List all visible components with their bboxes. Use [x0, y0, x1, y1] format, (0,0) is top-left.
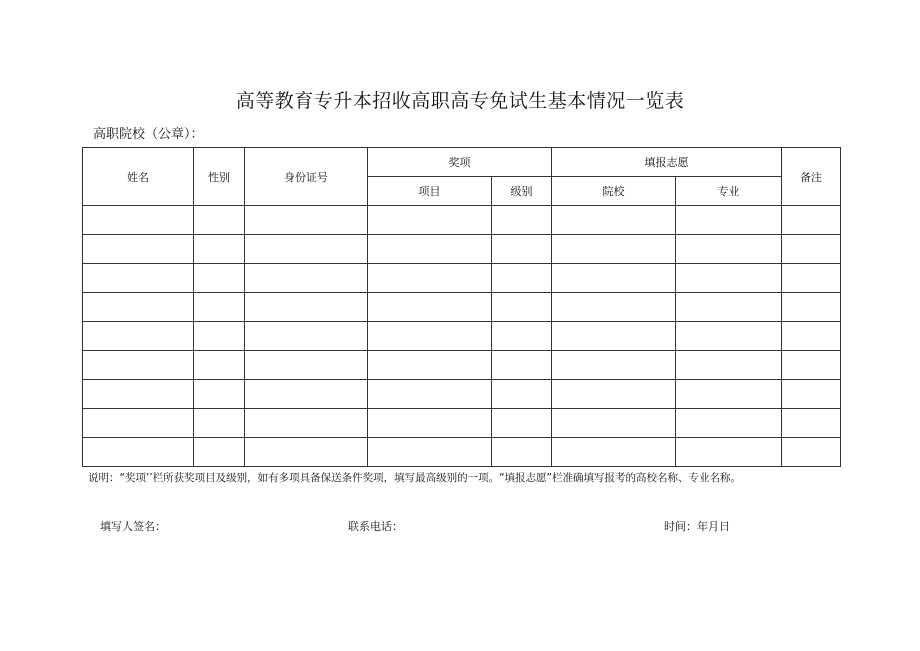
- header-remarks: 备注: [782, 148, 841, 206]
- table-cell[interactable]: [245, 206, 368, 235]
- table-cell[interactable]: [245, 264, 368, 293]
- table-cell[interactable]: [368, 293, 492, 322]
- table-cell[interactable]: [552, 380, 676, 409]
- table-cell[interactable]: [552, 264, 676, 293]
- table-cell[interactable]: [368, 380, 492, 409]
- table-cell[interactable]: [552, 409, 676, 438]
- table-cell[interactable]: [552, 235, 676, 264]
- school-seal-label: 高职院校（公章）：: [93, 127, 204, 142]
- table-row: [83, 380, 841, 409]
- table-cell[interactable]: [782, 293, 841, 322]
- table-body: [83, 206, 841, 467]
- table-row: [83, 235, 841, 264]
- table-cell[interactable]: [83, 322, 194, 351]
- header-name: 姓名: [83, 148, 194, 206]
- table-cell[interactable]: [245, 322, 368, 351]
- table-cell[interactable]: [782, 322, 841, 351]
- table-cell[interactable]: [83, 409, 194, 438]
- table-cell[interactable]: [245, 438, 368, 467]
- table-cell[interactable]: [245, 351, 368, 380]
- table-cell[interactable]: [676, 322, 782, 351]
- header-award-level: 级别: [492, 177, 552, 206]
- table-cell[interactable]: [245, 293, 368, 322]
- table-cell[interactable]: [676, 409, 782, 438]
- table-cell[interactable]: [492, 264, 552, 293]
- table-cell[interactable]: [368, 409, 492, 438]
- table-cell[interactable]: [83, 206, 194, 235]
- page-title: 高等教育专升本招收高职高专免试生基本情况一览表: [235, 90, 685, 112]
- filler-signature-label: 填写人签名：: [100, 520, 166, 533]
- table-cell[interactable]: [492, 235, 552, 264]
- table-row: [83, 351, 841, 380]
- table-cell[interactable]: [552, 293, 676, 322]
- table-cell[interactable]: [83, 293, 194, 322]
- table-cell[interactable]: [676, 293, 782, 322]
- table-cell[interactable]: [245, 380, 368, 409]
- table-cell[interactable]: [245, 409, 368, 438]
- table-row: [83, 206, 841, 235]
- table-cell[interactable]: [368, 438, 492, 467]
- table-cell[interactable]: [368, 235, 492, 264]
- table-cell[interactable]: [782, 264, 841, 293]
- header-id-number: 身份证号: [245, 148, 368, 206]
- table-cell[interactable]: [782, 206, 841, 235]
- contact-phone-label: 联系电话：: [348, 520, 403, 533]
- table-cell[interactable]: [194, 235, 245, 264]
- table-cell[interactable]: [492, 322, 552, 351]
- table-cell[interactable]: [676, 264, 782, 293]
- table-row: [83, 264, 841, 293]
- table-cell[interactable]: [492, 206, 552, 235]
- table-cell[interactable]: [83, 380, 194, 409]
- date-label: 时间：年月日: [664, 520, 730, 533]
- table-cell[interactable]: [492, 351, 552, 380]
- table-cell[interactable]: [83, 351, 194, 380]
- header-college: 院校: [552, 177, 676, 206]
- table-cell[interactable]: [83, 235, 194, 264]
- table-cell[interactable]: [676, 438, 782, 467]
- table-cell[interactable]: [194, 351, 245, 380]
- table-cell[interactable]: [782, 409, 841, 438]
- table-cell[interactable]: [782, 438, 841, 467]
- table-cell[interactable]: [676, 351, 782, 380]
- header-application: 填报志愿: [552, 148, 782, 177]
- instructions-note: 说明：“奖项’’栏所获奖项目及级别，如有多项具备保送条件奖项，填写最高级别的一项。“填报志愿”栏准确填写报考的高校名称、专业名称。: [88, 472, 741, 484]
- header-gender: 性别: [194, 148, 245, 206]
- table-cell[interactable]: [194, 438, 245, 467]
- table-cell[interactable]: [368, 351, 492, 380]
- table-cell[interactable]: [194, 293, 245, 322]
- table-cell[interactable]: [676, 206, 782, 235]
- students-table: [82, 147, 841, 467]
- table-cell[interactable]: [782, 380, 841, 409]
- header-award-item: 项目: [368, 177, 492, 206]
- table-cell[interactable]: [782, 351, 841, 380]
- table-row: [83, 409, 841, 438]
- table-cell[interactable]: [83, 438, 194, 467]
- table-cell[interactable]: [194, 409, 245, 438]
- table-cell[interactable]: [492, 409, 552, 438]
- table-cell[interactable]: [194, 322, 245, 351]
- table-cell[interactable]: [83, 264, 194, 293]
- table-cell[interactable]: [194, 264, 245, 293]
- table-row: [83, 322, 841, 351]
- table-cell[interactable]: [552, 351, 676, 380]
- table-cell[interactable]: [782, 235, 841, 264]
- header-major: 专业: [676, 177, 782, 206]
- table-row: [83, 438, 841, 467]
- table-cell[interactable]: [552, 322, 676, 351]
- table-cell[interactable]: [194, 206, 245, 235]
- table-cell[interactable]: [492, 380, 552, 409]
- header-awards: 奖项: [368, 148, 552, 177]
- table-cell[interactable]: [676, 235, 782, 264]
- table-cell[interactable]: [676, 380, 782, 409]
- table-cell[interactable]: [368, 322, 492, 351]
- table-cell[interactable]: [368, 206, 492, 235]
- table-cell[interactable]: [194, 380, 245, 409]
- table-cell[interactable]: [368, 264, 492, 293]
- table-cell[interactable]: [492, 293, 552, 322]
- table-cell[interactable]: [492, 438, 552, 467]
- table-cell[interactable]: [245, 235, 368, 264]
- table-cell[interactable]: [552, 206, 676, 235]
- table-row: [83, 293, 841, 322]
- table-cell[interactable]: [552, 438, 676, 467]
